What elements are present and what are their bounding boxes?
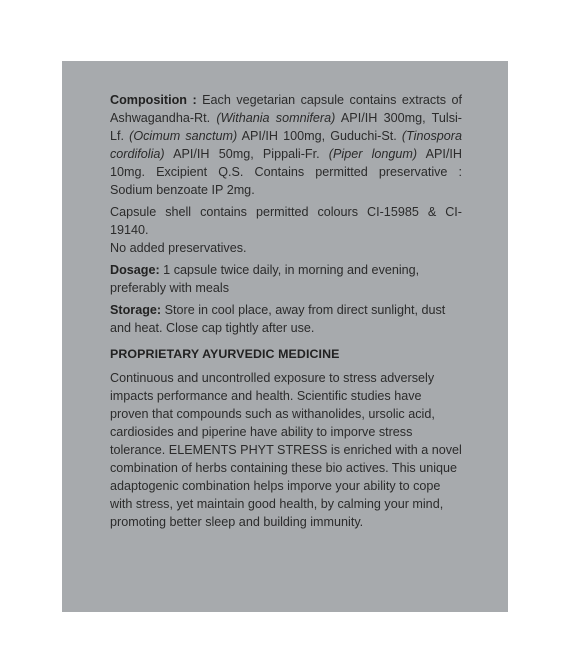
composition-text-3: API/IH 100mg, Guduchi-St. <box>237 129 402 143</box>
no-preservatives-text: No added preservatives. <box>110 241 247 255</box>
composition-text-5: API/IH 10mg. Excipient Q.S. Contains permitted preservative : Sodium benzoate IP 2mg. <box>110 147 462 197</box>
composition-latin-1: (Withania somnifera) <box>216 111 336 125</box>
capsule-shell-text: Capsule shell contains permitted colours CI-15985 & CI-19140. <box>110 205 462 237</box>
composition-text-2: API/IH 300mg, Tulsi- Lf. <box>110 111 462 143</box>
storage-label: Storage: <box>110 303 162 317</box>
storage-text: Store in cool place, away from direct sunlight, dust and heat. Close cap tightly after use. <box>110 303 446 335</box>
storage-paragraph <box>110 301 462 337</box>
composition-text-1: Each vegetarian capsule contains extracts of Ashwagandha-Rt. <box>110 93 462 125</box>
composition-latin-2: (Ocimum sanctum) <box>129 129 238 143</box>
composition-paragraph <box>110 91 462 199</box>
dosage-label: Dosage: <box>110 263 160 277</box>
label-content <box>110 91 462 531</box>
composition-latin-3: (Tinospora cordifolia) <box>110 129 462 161</box>
composition-latin-4: (Piper longum) <box>328 147 418 161</box>
composition-text-4: API/IH 50mg, Pippali-Fr. <box>164 147 329 161</box>
dosage-paragraph <box>110 261 462 297</box>
description-paragraph: Continuous and uncontrolled exposure to stress adversely impacts performance and health. Scientific studies have proven that compounds such as withanolides, ursolic acid, cardiosides and piperine have ability to imporve stress tolerance. ELEMENTS PHYT STRESS is enriched with a novel combination of herbs containing these bio actives. This unique adaptogenic combination helps imporve your ability to cope with stress, yet maintain good health, by calming your mind, promoting better sleep and building immunity. <box>110 371 462 529</box>
composition-label: Composition : <box>110 93 197 107</box>
dosage-text: 1 capsule twice daily, in morning and evening, preferably with meals <box>110 263 420 295</box>
category-heading: PROPRIETARY AYURVEDIC MEDICINE <box>110 347 340 361</box>
